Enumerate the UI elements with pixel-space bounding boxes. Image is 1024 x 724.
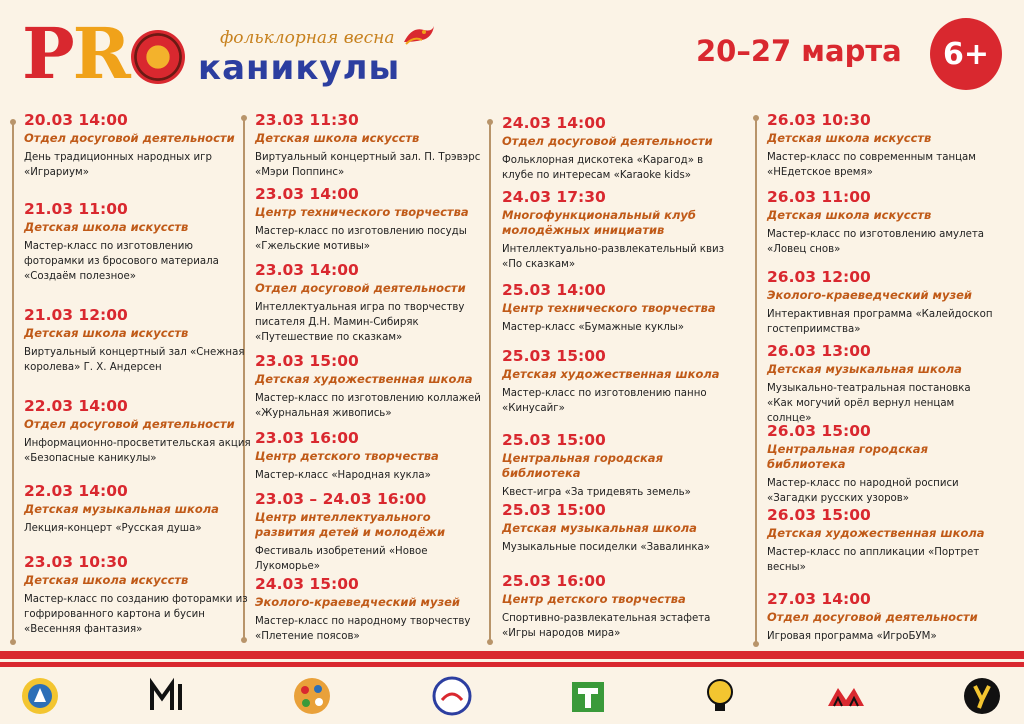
event-datetime: 23.03 14:00 [255,261,359,279]
event-organizer: Центр технического творчества [502,301,716,315]
festival-logo [22,14,432,94]
event-organizer: Центр детского творчества [255,449,439,463]
event-datetime: 23.03 15:00 [255,352,359,370]
tech-center-logo-icon [568,676,608,716]
event-description: Мастер-класс по аппликации «Портрет весны» [767,547,980,573]
event-datetime: 26.03 12:00 [767,268,871,286]
footer-stripe-top [0,651,1024,659]
event-organizer: Детская школа искусств [767,208,932,222]
event-item [767,268,997,337]
event-datetime: 23.03 11:30 [255,111,359,129]
u-logo-icon [962,676,1002,716]
event-item [502,114,732,183]
event-item [502,188,732,272]
event-item [767,590,997,644]
event-organizer: Детская школа искусств [767,131,932,145]
column-line-3 [489,122,491,642]
event-organizer: Детская музыкальная школа [502,521,697,535]
event-organizer: Детская художественная школа [767,526,985,540]
event-organizer: Детская музыкальная школа [24,502,219,516]
event-description: Мастер-класс по народной росписи «Загадки русских узоров» [767,478,959,504]
event-datetime: 25.03 15:00 [502,347,606,365]
event-item [767,506,997,575]
event-item [255,429,485,483]
event-item [255,185,485,254]
firebird-icon [402,22,436,48]
column-line-4 [755,118,757,644]
column-line-1 [12,122,14,642]
event-organizer: Центр технического творчества [255,205,469,219]
event-organizer: Детская музыкальная школа [767,362,962,376]
event-description: Виртуальный концертный зал «Снежная королева» Г. Х. Андерсен [24,347,245,373]
event-datetime: 23.03 14:00 [255,185,359,203]
event-datetime: 25.03 15:00 [502,501,606,519]
event-item [767,111,997,180]
event-organizer: Эколого-краеведческий музей [255,595,460,609]
event-item [767,422,997,506]
event-organizer: Детская художественная школа [502,367,720,381]
event-organizer: Отдел досуговой деятельности [502,134,713,148]
event-item [24,306,254,375]
event-description: Мастер-класс по изготовлению панно «Кинусайг» [502,388,707,414]
event-item [502,431,732,500]
event-item [24,482,254,536]
event-datetime: 23.03 – 24.03 16:00 [255,490,427,508]
event-organizer: Детская школа искусств [24,573,189,587]
event-item [502,281,732,335]
event-description: Интеллектуальная игра по творчеству писателя Д.Н. Мамин-Сибиряк «Путешествие по сказкам» [255,302,465,343]
event-item [255,111,485,180]
event-organizer: Многофункциональный клуб молодёжных инициатив [502,208,696,237]
event-description: Лекция-концерт «Русская душа» [24,523,202,534]
event-item [255,490,485,574]
event-organizer: Детская школа искусств [24,326,189,340]
event-description: Мастер-класс «Бумажные куклы» [502,322,685,333]
event-datetime: 25.03 16:00 [502,572,606,590]
event-description: Мастер-класс по народному творчеству «Плетение поясов» [255,616,471,642]
library-logo-icon [432,676,472,716]
event-organizer: Детская школа искусств [24,220,189,234]
event-organizer: Отдел досуговой деятельности [255,281,466,295]
event-description: Фестиваль изобретений «Новое Лукоморье» [255,546,428,572]
event-datetime: 26.03 11:00 [767,188,871,206]
event-organizer: Отдел досуговой деятельности [767,610,978,624]
ornament-logo-icon [826,676,866,716]
event-datetime: 22.03 14:00 [24,482,128,500]
event-description: Игровая программа «ИгроБУМ» [767,631,937,642]
event-item [24,200,254,284]
event-item [767,188,997,257]
event-datetime: 25.03 15:00 [502,431,606,449]
event-description: Мастер-класс по изготовлению амулета «Ловец снов» [767,229,985,255]
event-organizer: Центральная городская библиотека [767,442,928,471]
dshi-logo-icon [20,676,60,716]
event-organizer: Детская школа искусств [255,131,420,145]
event-organizer: Отдел досуговой деятельности [24,131,235,145]
event-item [502,501,732,555]
event-datetime: 24.03 15:00 [255,575,359,593]
event-datetime: 26.03 15:00 [767,506,871,524]
event-datetime: 25.03 14:00 [502,281,606,299]
event-description: Виртуальный концертный зал. П. Трэвэрс «Мэри Поппинс» [255,152,481,178]
event-item [255,575,485,644]
event-description: Мастер-класс по современным танцам «НЕдетское время» [767,152,976,178]
event-organizer: Центр детского творчества [502,592,686,606]
event-item [24,553,254,637]
event-description: Интеллектуально-развлекательный квиз «По сказкам» [502,244,725,270]
event-description: Музыкальные посиделки «Завалинка» [502,542,711,553]
event-item [255,261,485,345]
event-description: Мастер-класс по изготовлению коллажей «Журнальная живопись» [255,393,481,419]
event-item [502,572,732,641]
event-datetime: 24.03 14:00 [502,114,606,132]
event-description: Музыкально-театральная постановка «Как могучий орёл вернул ненцам солнце» [767,383,971,424]
palette-logo-icon [292,676,332,716]
event-datetime: 26.03 15:00 [767,422,871,440]
event-description: Мастер-класс по изготовлению посуды «Гжельские мотивы» [255,226,467,252]
event-datetime: 23.03 10:30 [24,553,128,571]
event-item [24,397,254,466]
event-datetime: 21.03 11:00 [24,200,128,218]
age-badge: 6+ [930,18,1002,90]
event-description: Мастер-класс «Народная кукла» [255,470,431,481]
m1-logo-icon [148,676,188,716]
logo-subtitle: фольклорная весна [220,28,395,48]
event-description: Мастер-класс по изготовлению фоторамки из бросового материала «Создаём полезное» [24,241,219,282]
event-description: Интерактивная программа «Калейдоскоп гостеприимства» [767,309,993,335]
event-organizer: Отдел досуговой деятельности [24,417,235,431]
event-organizer: Детская художественная школа [255,372,473,386]
event-datetime: 21.03 12:00 [24,306,128,324]
event-datetime: 20.03 14:00 [24,111,128,129]
event-organizer: Центр интеллектуального развития детей и молодёжи [255,510,446,539]
event-description: Мастер-класс по созданию фоторамки из гофрированного картона и бусин «Весенняя фантазия» [24,594,248,635]
event-datetime: 24.03 17:30 [502,188,606,206]
event-datetime: 23.03 16:00 [255,429,359,447]
date-range: 20–27 марта [696,34,902,68]
event-item [767,342,997,426]
event-item [502,347,732,416]
logo-pro: PR [22,14,185,94]
lightbulb-logo-icon [700,676,740,716]
event-organizer: Эколого-краеведческий музей [767,288,972,302]
event-item [24,111,254,180]
event-description: Квест-игра «За тридевять земель» [502,487,691,498]
event-description: Спортивно-развлекательная эстафета «Игры народов мира» [502,613,711,639]
event-description: День традиционных народных игр «Играриум» [24,152,212,178]
event-datetime: 26.03 13:00 [767,342,871,360]
event-item [255,352,485,421]
event-datetime: 27.03 14:00 [767,590,871,608]
event-datetime: 22.03 14:00 [24,397,128,415]
event-description: Фольклорная дискотека «Карагод» в клубе по интересам «Karaoke kids» [502,155,704,181]
partner-logos [0,670,1024,724]
event-datetime: 26.03 10:30 [767,111,871,129]
event-organizer: Центральная городская библиотека [502,451,663,480]
footer-stripe-bottom [0,662,1024,667]
logo-main-word: каникулы [198,48,401,88]
event-description: Информационно-просветительская акция «Безопасные каникулы» [24,438,251,464]
